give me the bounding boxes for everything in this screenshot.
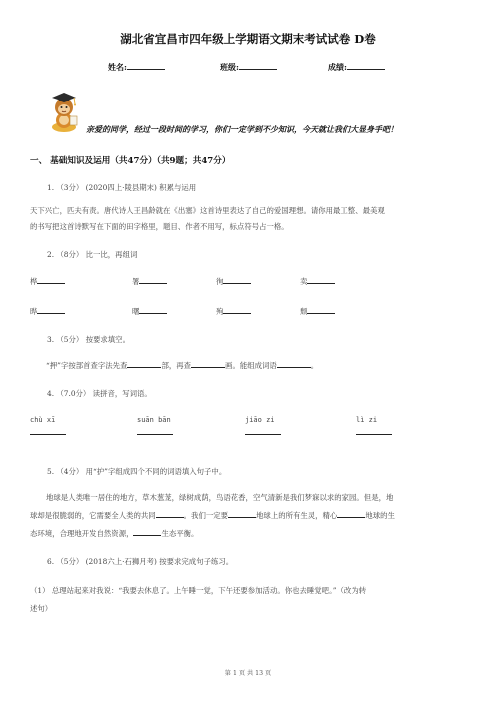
question-5-line-1: 地球是人类唯一居住的地方，草木葱茏，绿树成荫，鸟语花香，空气清新是我们梦寐以求的家园。但是，地 [46,493,394,502]
name-field [108,62,165,73]
question-2-heading: 2. （8分） 比一比，再组词 [47,250,138,259]
score-field [328,62,385,73]
greeting-text: 亲爱的同学，经过一段时间的学习，你们一定学到不少知识，今天就让我们大显身手吧！ [86,124,398,134]
fill-blank[interactable] [228,517,256,518]
answer-blank[interactable] [30,434,66,435]
question-1-line-1: 天下兴亡，匹夫有责。唐代诗人王昌龄就在《出塞》这首诗里表达了自己的爱国理想。请你用最工整、最美观 [30,206,385,215]
question-6-sub-1: （1） 总理站起来对我说：“我要去休息了。上午睡一觉，下午还要参加活动。你也去睡觉吧。”（改为转 [30,586,367,595]
name-label: 姓名: [108,62,127,72]
question-1-heading: 1. （3分） (2020四上·陵县期末) 积累与运用 [47,183,197,192]
answer-blank[interactable] [356,434,392,435]
compare-item: 曙 [132,306,167,317]
question-4-heading: 4. （7.0分） 读拼音，写词语。 [47,389,152,398]
compare-item: 殉 [216,306,251,317]
pinyin-item: suān bān [137,416,171,424]
class-blank[interactable] [239,69,277,70]
question-5-line-2: 球却是很脆弱的，它需要全人类的共同 。我们一定要 地球上的所有生灵，精心 地球的生 [30,511,395,520]
compare-item: 颓 [300,306,335,317]
score-blank[interactable] [347,69,385,70]
name-blank[interactable] [127,69,165,70]
answer-blank[interactable] [245,434,281,435]
class-field [220,62,277,73]
question-5-heading: 5. （4分） 用“护”字组成四个不同的词语填入句子中。 [47,467,227,476]
fill-blank[interactable] [127,367,161,368]
compare-item: 卖 [300,276,335,287]
question-6-sub-1-cont: 述句） [30,604,53,613]
question-3-heading: 3. （5分） 按要求填空。 [47,335,130,344]
exam-title: 湖北省宜昌市四年级上学期语文期末考试试卷 D卷 [120,32,376,46]
class-label: 班级: [220,62,239,72]
fill-blank[interactable] [133,535,161,536]
question-1-line-2: 的书写把这首诗默写在下面的田字格里，题目、作者不用写，标点符号占一格。 [30,222,289,231]
compare-item: 徇 [216,276,251,287]
pinyin-item: chù xī [30,416,56,424]
fill-blank[interactable] [191,367,225,368]
compare-item: 桦 [30,276,65,287]
fill-blank[interactable] [277,367,311,368]
question-6-heading: 6. （5分） (2018六上·石狮月考) 按要求完成句子练习。 [47,557,234,566]
pinyin-item: jiāo zi [245,416,275,424]
section-heading: 一、 基础知识及运用（共47分）（共9题；共47分） [30,156,231,166]
scholar-mascot-icon [42,89,86,133]
fill-blank[interactable] [337,517,365,518]
pinyin-item: lì zi [356,416,378,424]
answer-blank[interactable] [137,434,173,435]
score-label: 成绩: [328,62,347,72]
question-3-sentence: “押”字按部首查字法先查 部，再查 画。能组成词语 。 [46,361,319,370]
question-5-line-3: 态环境，合理地开发自然资源， 生态平衡。 [30,529,199,538]
page-footer: 第 1 页 共 13 页 [224,670,272,677]
compare-item: 署 [132,276,167,287]
compare-item: 晔 [30,306,65,317]
fill-blank[interactable] [156,517,184,518]
